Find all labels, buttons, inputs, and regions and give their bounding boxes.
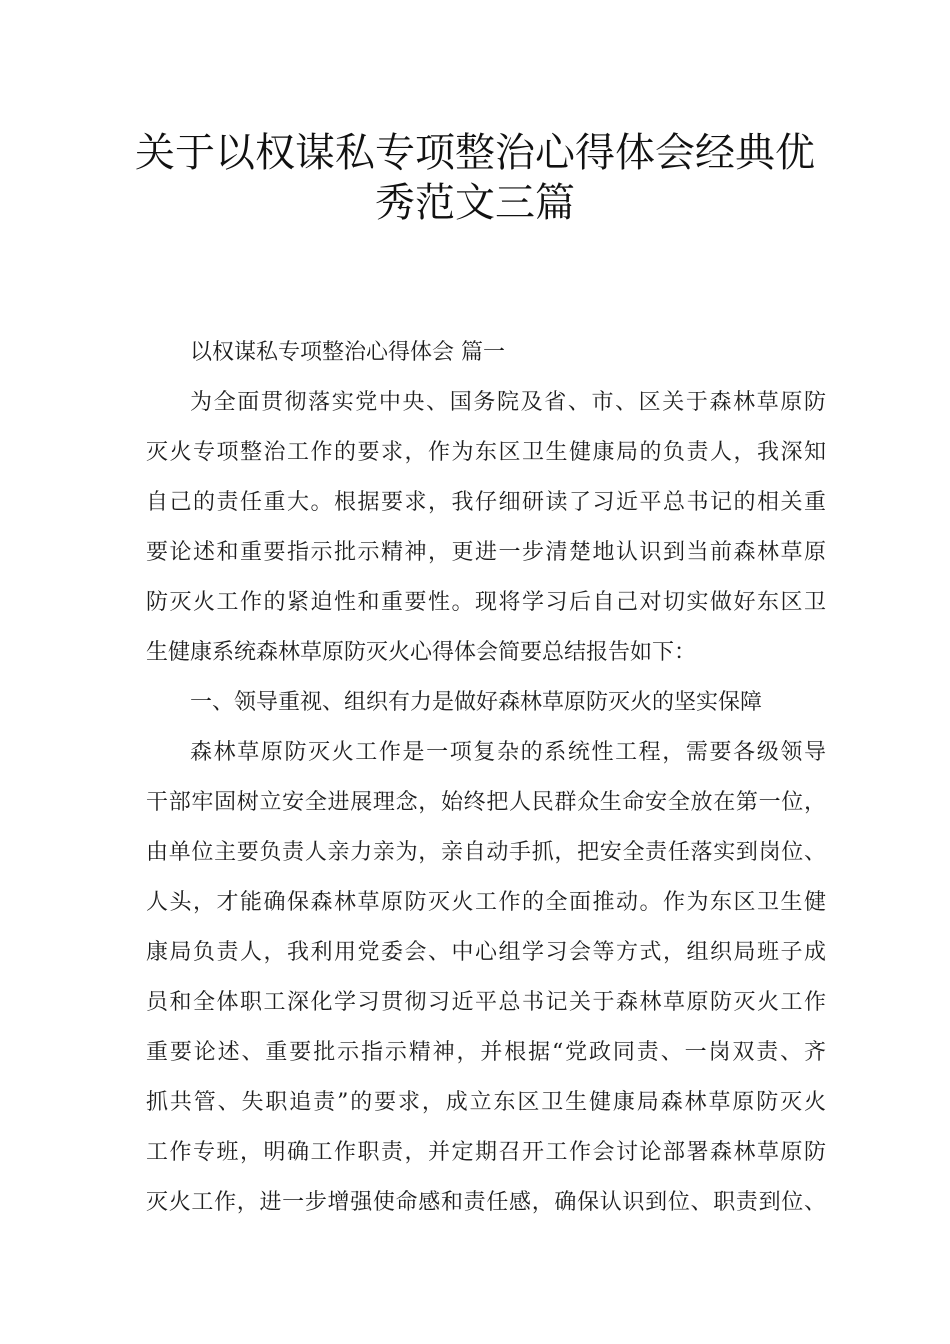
paragraph-line: 要论述和重要指示批示精神，更进一步清楚地认识到当前森林草原 [146,540,826,565]
paragraph-line: 森林草原防灭火工作是一项复杂的系统性工程，需要各级领导 [190,740,826,765]
paragraph-line: 为全面贯彻落实党中央、国务院及省、市、区关于森林草原防 [190,390,826,415]
paragraph-line: 生健康系统森林草原防灭火心得体会简要总结报告如下： [146,640,697,665]
paragraph-line: 灭火工作，进一步增强使命感和责任感，确保认识到位、职责到位、 [146,1190,826,1215]
paragraph-line: 防灭火工作的紧迫性和重要性。现将学习后自己对切实做好东区卫 [146,590,826,615]
paragraph-line: 重要论述、重要批示指示精神，并根据“党政同责、一岗双责、齐 [146,1040,826,1065]
paragraph-line: 干部牢固树立安全进展理念，始终把人民群众生命安全放在第一位， [146,790,826,815]
paragraph-line: 工作专班，明确工作职责，并定期召开工作会讨论部署森林草原防 [146,1140,826,1165]
paragraph-line: 人头，才能确保森林草原防灭火工作的全面推动。作为东区卫生健 [146,890,826,915]
paragraph-line: 康局负责人，我利用党委会、中心组学习会等方式，组织局班子成 [146,940,826,965]
paragraph-line: 由单位主要负责人亲力亲为，亲自动手抓，把安全责任落实到岗位、 [146,840,826,865]
paragraph-line: 员和全体职工深化学习贯彻习近平总书记关于森林草原防灭火工作 [146,990,826,1015]
paragraph-line: 自己的责任重大。根据要求，我仔细研读了习近平总书记的相关重 [146,490,826,515]
paragraph-line: 灭火专项整治工作的要求，作为东区卫生健康局的负责人，我深知 [146,440,826,465]
section-heading-part-1: 以权谋私专项整治心得体会 篇一 [190,340,505,365]
subsection-heading: 一、领导重视、组织有力是做好森林草原防灭火的坚实保障 [190,690,763,715]
document-title-line-1: 关于以权谋私专项整治心得体会经典优 [135,130,815,176]
paragraph-line: 抓共管、失职追责”的要求，成立东区卫生健康局森林草原防灭火 [146,1090,826,1115]
document-title-line-2: 秀范文三篇 [375,180,575,226]
